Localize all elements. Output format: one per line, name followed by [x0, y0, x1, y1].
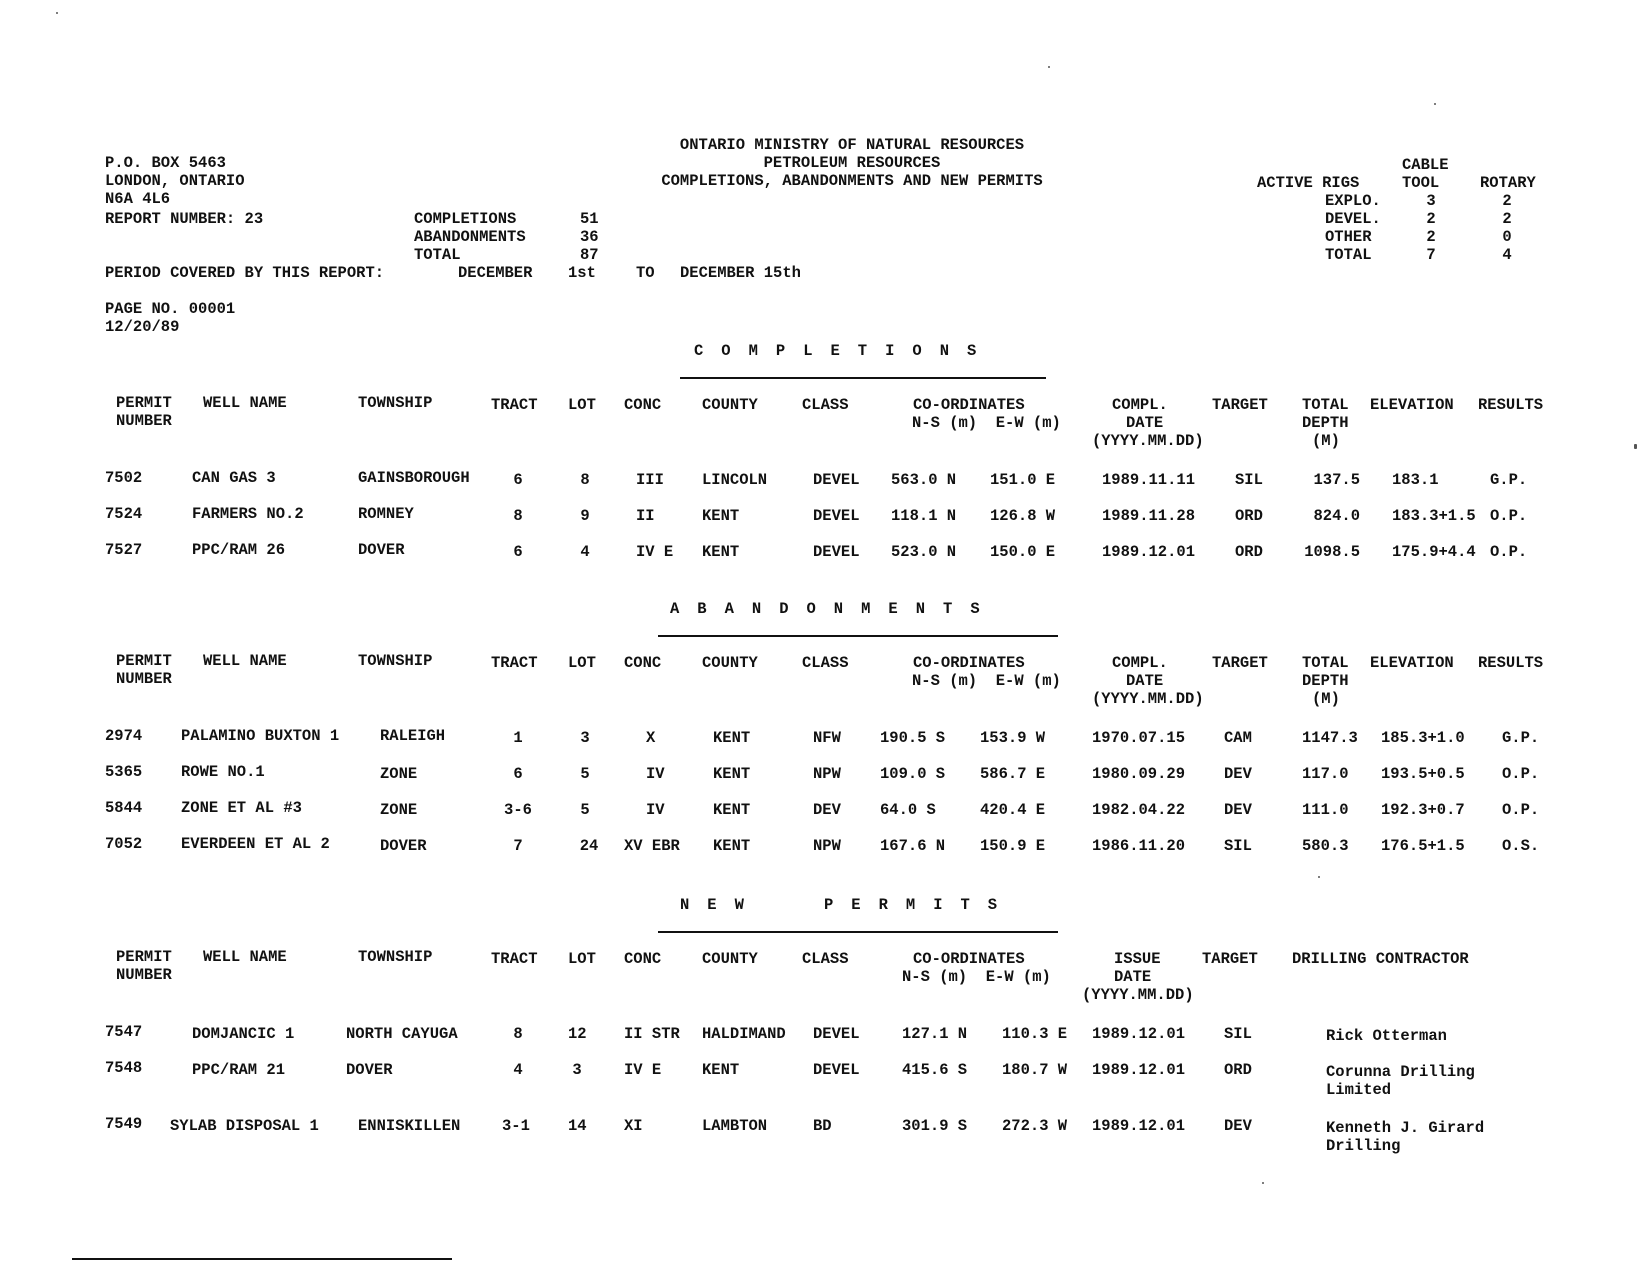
col-county: COUNTY: [702, 654, 758, 672]
cell-permit: 7052: [105, 835, 143, 853]
cell-lot: 8: [580, 471, 590, 489]
rigs-tool-header: TOOL: [1402, 174, 1440, 192]
cell-township: DOVER: [358, 541, 405, 559]
cell-elevation: 183.1: [1392, 471, 1439, 489]
period-from-day: 1st: [568, 264, 596, 282]
cell-tract: 6: [513, 765, 523, 783]
cell-lot: 9: [580, 507, 590, 525]
cell-depth: 824.0: [1313, 507, 1360, 525]
col-permit: PERMIT: [116, 948, 172, 966]
cell-conc: IV: [646, 801, 665, 819]
rigs-row-rotary: 0: [1502, 228, 1512, 246]
col-lot: LOT: [568, 950, 596, 968]
cell-target: ORD: [1224, 1061, 1252, 1079]
count-value-abandonments: 36: [580, 228, 599, 246]
cell-lot: 4: [580, 543, 590, 561]
cell-date: 1989.11.28: [1102, 507, 1196, 525]
rigs-row-cable: 2: [1426, 228, 1436, 246]
col-results: RESULTS: [1478, 654, 1544, 672]
col-drilling-contractor: DRILLING CONTRACTOR: [1292, 950, 1469, 968]
cell-ew: 150.0 E: [990, 543, 1056, 561]
cell-well-name: FARMERS NO.2: [192, 505, 304, 523]
cell-target: DEV: [1224, 765, 1252, 783]
cell-ns: 523.0 N: [891, 543, 957, 561]
period-from-month: DECEMBER: [458, 264, 533, 282]
cell-lot: 14: [568, 1117, 587, 1135]
scan-speck: [56, 12, 58, 14]
col-well-name: WELL NAME: [203, 394, 287, 412]
cell-ew: 586.7 E: [980, 765, 1046, 783]
cell-permit: 7547: [105, 1023, 143, 1041]
report-number: REPORT NUMBER: 23: [105, 210, 264, 228]
address-line-3: N6A 4L6: [105, 190, 171, 208]
cell-ns: 563.0 N: [891, 471, 957, 489]
cell-county: LAMBTON: [702, 1117, 768, 1135]
col-conc: CONC: [624, 654, 662, 672]
cell-well-name: EVERDEEN ET AL 2: [181, 835, 330, 853]
cell-tract: 6: [513, 471, 523, 489]
completions-title: COMPLETIONS: [694, 342, 995, 360]
col-tract: TRACT: [491, 950, 538, 968]
cell-permit: 7549: [105, 1115, 143, 1133]
cell-date: 1989.11.11: [1102, 471, 1196, 489]
col-coordinates-units: N-S (m) E-W (m): [902, 968, 1051, 986]
cell-ns: 118.1 N: [891, 507, 957, 525]
cell-county: KENT: [713, 765, 751, 783]
cell-elevation: 192.3+0.7: [1381, 801, 1465, 819]
scan-speck: [1318, 876, 1320, 878]
rigs-row-rotary: 2: [1502, 192, 1512, 210]
address-line-2: LONDON, ONTARIO: [105, 172, 245, 190]
cell-date: 1989.12.01: [1092, 1025, 1186, 1043]
col-target: TARGET: [1212, 396, 1268, 414]
cell-results: G.P.: [1502, 729, 1540, 747]
cell-township: NORTH CAYUGA: [346, 1025, 458, 1043]
col-target: TARGET: [1202, 950, 1258, 968]
cell-township: DOVER: [380, 837, 427, 855]
rigs-rotary-header: ROTARY: [1480, 174, 1536, 192]
new-permits-title-permits: PERMITS: [824, 896, 1016, 914]
cell-tract: 7: [513, 837, 523, 855]
col-conc: CONC: [624, 396, 662, 414]
cell-township: ZONE: [380, 801, 418, 819]
col-coordinates: CO-ORDINATES: [913, 654, 1025, 672]
rigs-row-label: OTHER: [1325, 228, 1372, 246]
cell-well-name: ZONE ET AL #3: [181, 799, 302, 817]
cell-township: ZONE: [380, 765, 418, 783]
cell-township: ROMNEY: [358, 505, 414, 523]
col-class: CLASS: [802, 950, 849, 968]
cell-target: ORD: [1235, 507, 1263, 525]
cell-results: O.P.: [1490, 507, 1528, 525]
cell-contractor: Kenneth J. Girard: [1326, 1119, 1485, 1137]
col-township: TOWNSHIP: [358, 394, 433, 412]
cell-class: BD: [813, 1117, 832, 1135]
col-elevation: ELEVATION: [1370, 654, 1454, 672]
col-date-format: (YYYY.MM.DD): [1082, 986, 1194, 1004]
cell-lot: 24: [579, 837, 599, 855]
cell-township: ENNISKILLEN: [358, 1117, 461, 1135]
scan-speck: [1434, 103, 1436, 105]
cell-target: ORD: [1235, 543, 1263, 561]
cell-elevation: 183.3+1.5: [1392, 507, 1476, 525]
cell-depth: 117.0: [1302, 765, 1349, 783]
cell-conc: XV EBR: [624, 837, 680, 855]
col-number: NUMBER: [116, 412, 172, 430]
new-permits-title-underline: [658, 931, 1058, 933]
col-elevation: ELEVATION: [1370, 396, 1454, 414]
cell-ns: 64.0 S: [880, 801, 936, 819]
col-issue: ISSUE: [1114, 950, 1161, 968]
col-date-format: (YYYY.MM.DD): [1092, 690, 1204, 708]
rigs-title: ACTIVE RIGS: [1257, 174, 1360, 192]
col-date-format: (YYYY.MM.DD): [1092, 432, 1204, 450]
scan-speck: [1262, 1182, 1264, 1184]
col-permit: PERMIT: [116, 394, 172, 412]
cell-ew: 272.3 W: [1002, 1117, 1068, 1135]
cell-county: KENT: [713, 801, 751, 819]
col-tract: TRACT: [491, 654, 538, 672]
cell-class: NPW: [813, 837, 841, 855]
period-to-date: DECEMBER 15th: [680, 264, 801, 282]
cell-contractor: Rick Otterman: [1326, 1027, 1447, 1045]
cell-tract: 6: [513, 543, 523, 561]
cell-class: DEVEL: [813, 1025, 860, 1043]
cell-ew: 180.7 W: [1002, 1061, 1068, 1079]
cell-ns: 127.1 N: [902, 1025, 968, 1043]
cell-class: NFW: [813, 729, 841, 747]
cell-conc: III: [636, 471, 664, 489]
cell-class: DEVEL: [813, 471, 860, 489]
col-number: NUMBER: [116, 670, 172, 688]
col-conc: CONC: [624, 950, 662, 968]
cell-well-name: DOMJANCIC 1: [192, 1025, 295, 1043]
cell-class: DEVEL: [813, 543, 860, 561]
rigs-row-label: TOTAL: [1325, 246, 1372, 264]
cell-well-name: PPC/RAM 21: [192, 1061, 286, 1079]
cell-permit: 5844: [105, 799, 143, 817]
cell-ew: 151.0 E: [990, 471, 1056, 489]
cell-class: DEVEL: [813, 1061, 860, 1079]
cell-county: HALDIMAND: [702, 1025, 786, 1043]
cell-permit: 7502: [105, 469, 143, 487]
cell-township: DOVER: [346, 1061, 393, 1079]
cell-target: DEV: [1224, 801, 1252, 819]
cell-results: O.P.: [1502, 765, 1540, 783]
count-value-total: 87: [580, 246, 599, 264]
cell-tract: 1: [513, 729, 523, 747]
cell-date: 1980.09.29: [1092, 765, 1186, 783]
cell-depth: 580.3: [1302, 837, 1349, 855]
cell-target: SIL: [1235, 471, 1263, 489]
col-permit: PERMIT: [116, 652, 172, 670]
col-coordinates-units: N-S (m) E-W (m): [912, 414, 1061, 432]
col-well-name: WELL NAME: [203, 652, 287, 670]
cell-elevation: 193.5+0.5: [1381, 765, 1465, 783]
cell-ew: 150.9 E: [980, 837, 1046, 855]
cell-permit: 7548: [105, 1059, 143, 1077]
col-date: DATE: [1114, 968, 1152, 986]
cell-target: SIL: [1224, 1025, 1252, 1043]
cell-tract: 8: [513, 507, 523, 525]
col-class: CLASS: [802, 396, 849, 414]
period-label: PERIOD COVERED BY THIS REPORT:: [105, 264, 385, 282]
rigs-row-rotary: 2: [1502, 210, 1512, 228]
col-total: TOTAL: [1302, 654, 1349, 672]
bottom-edge-line: [72, 1258, 452, 1260]
col-county: COUNTY: [702, 396, 758, 414]
cell-contractor-line-2: Drilling: [1326, 1137, 1401, 1155]
rigs-row-cable: 7: [1426, 246, 1436, 264]
cell-permit: 7527: [105, 541, 143, 559]
col-compl: COMPL.: [1112, 654, 1168, 672]
cell-date: 1970.07.15: [1092, 729, 1186, 747]
cell-lot: 5: [580, 765, 590, 783]
col-tract: TRACT: [491, 396, 538, 414]
cell-lot: 5: [580, 801, 590, 819]
period-to: TO: [636, 264, 655, 282]
cell-depth: 1147.3: [1302, 729, 1358, 747]
cell-lot: 3: [572, 1061, 582, 1079]
count-label-total: TOTAL: [414, 246, 461, 264]
cell-depth: 1098.5: [1304, 543, 1360, 561]
cell-conc: IV E: [624, 1061, 662, 1079]
cell-date: 1986.11.20: [1092, 837, 1186, 855]
rigs-row-cable: 2: [1426, 210, 1436, 228]
col-class: CLASS: [802, 654, 849, 672]
report-date: 12/20/89: [105, 318, 180, 336]
cell-county: KENT: [713, 729, 751, 747]
abandonments-title: ABANDONMENTS: [670, 600, 998, 618]
rigs-cable-header: CABLE: [1402, 156, 1449, 174]
col-target: TARGET: [1212, 654, 1268, 672]
cell-date: 1989.12.01: [1102, 543, 1196, 561]
ministry-name: ONTARIO MINISTRY OF NATURAL RESOURCES: [679, 136, 1025, 154]
col-total: TOTAL: [1302, 396, 1349, 414]
cell-county: KENT: [702, 507, 740, 525]
rigs-row-label: DEVEL.: [1325, 210, 1381, 228]
cell-township: RALEIGH: [380, 727, 446, 745]
cell-conc: II STR: [624, 1025, 680, 1043]
cell-date: 1982.04.22: [1092, 801, 1186, 819]
cell-depth: 111.0: [1302, 801, 1349, 819]
cell-elevation: 185.3+1.0: [1381, 729, 1465, 747]
col-township: TOWNSHIP: [358, 652, 433, 670]
cell-results: O.S.: [1502, 837, 1540, 855]
cell-tract: 8: [513, 1025, 523, 1043]
cell-elevation: 176.5+1.5: [1381, 837, 1465, 855]
page-number: PAGE NO. 00001: [105, 300, 236, 318]
col-results: RESULTS: [1478, 396, 1544, 414]
count-value-completions: 51: [580, 210, 599, 228]
col-township: TOWNSHIP: [358, 948, 433, 966]
cell-ns: 301.9 S: [902, 1117, 968, 1135]
col-coordinates: CO-ORDINATES: [913, 396, 1025, 414]
cell-permit: 2974: [105, 727, 143, 745]
scan-speck: [1634, 444, 1637, 449]
cell-well-name: CAN GAS 3: [192, 469, 276, 487]
address-line-1: P.O. BOX 5463: [105, 154, 226, 172]
cell-county: KENT: [713, 837, 751, 855]
cell-conc: XI: [624, 1117, 643, 1135]
completions-title-underline: [680, 377, 1046, 379]
cell-permit: 5365: [105, 763, 143, 781]
cell-results: O.P.: [1490, 543, 1528, 561]
cell-ns: 109.0 S: [880, 765, 946, 783]
cell-date: 1989.12.01: [1092, 1061, 1186, 1079]
new-permits-title-new: NEW: [680, 896, 762, 914]
cell-well-name: ROWE NO.1: [181, 763, 265, 781]
count-label-abandonments: ABANDONMENTS: [414, 228, 526, 246]
cell-class: NPW: [813, 765, 841, 783]
count-label-completions: COMPLETIONS: [414, 210, 517, 228]
col-coordinates-units: N-S (m) E-W (m): [912, 672, 1061, 690]
department-name: PETROLEUM RESOURCES: [763, 154, 941, 172]
col-date: DATE: [1126, 414, 1164, 432]
col-coordinates: CO-ORDINATES: [913, 950, 1025, 968]
cell-ew: 153.9 W: [980, 729, 1046, 747]
cell-ns: 167.6 N: [880, 837, 946, 855]
cell-lot: 3: [580, 729, 590, 747]
col-lot: LOT: [568, 654, 596, 672]
cell-tract: 3-6: [504, 801, 532, 819]
rigs-row-label: EXPLO.: [1325, 192, 1381, 210]
cell-conc: IV E: [636, 543, 674, 561]
cell-ns: 190.5 S: [880, 729, 946, 747]
cell-contractor-line-2: Limited: [1326, 1081, 1392, 1099]
report-title: COMPLETIONS, ABANDONMENTS AND NEW PERMITS: [661, 172, 1043, 190]
cell-ew: 126.8 W: [990, 507, 1056, 525]
col-date: DATE: [1126, 672, 1164, 690]
scan-speck: [1048, 66, 1050, 68]
cell-tract: 4: [513, 1061, 523, 1079]
col-depth: DEPTH: [1302, 414, 1349, 432]
cell-ew: 420.4 E: [980, 801, 1046, 819]
cell-well-name: PALAMINO BUXTON 1: [181, 727, 340, 745]
rigs-row-rotary: 4: [1502, 246, 1512, 264]
cell-depth: 137.5: [1313, 471, 1360, 489]
col-depth-unit: (M): [1312, 432, 1340, 450]
cell-conc: X: [646, 729, 656, 747]
cell-results: O.P.: [1502, 801, 1540, 819]
cell-conc: II: [636, 507, 655, 525]
cell-ew: 110.3 E: [1002, 1025, 1068, 1043]
cell-county: LINCOLN: [702, 471, 768, 489]
cell-conc: IV: [646, 765, 665, 783]
cell-ns: 415.6 S: [902, 1061, 968, 1079]
cell-permit: 7524: [105, 505, 143, 523]
rigs-row-cable: 3: [1426, 192, 1436, 210]
cell-target: CAM: [1224, 729, 1252, 747]
cell-well-name: PPC/RAM 26: [192, 541, 286, 559]
cell-township: GAINSBOROUGH: [358, 469, 470, 487]
cell-class: DEV: [813, 801, 841, 819]
abandonments-title-underline: [658, 635, 1058, 637]
cell-county: KENT: [702, 1061, 740, 1079]
cell-contractor: Corunna Drilling: [1326, 1063, 1475, 1081]
cell-well-name: SYLAB DISPOSAL 1: [170, 1117, 319, 1135]
cell-target: SIL: [1224, 837, 1252, 855]
cell-tract: 3-1: [502, 1117, 530, 1135]
col-number: NUMBER: [116, 966, 172, 984]
col-depth: DEPTH: [1302, 672, 1349, 690]
col-lot: LOT: [568, 396, 596, 414]
col-compl: COMPL.: [1112, 396, 1168, 414]
col-well-name: WELL NAME: [203, 948, 287, 966]
cell-class: DEVEL: [813, 507, 860, 525]
cell-lot: 12: [568, 1025, 587, 1043]
cell-results: G.P.: [1490, 471, 1528, 489]
cell-county: KENT: [702, 543, 740, 561]
cell-elevation: 175.9+4.4: [1392, 543, 1476, 561]
cell-target: DEV: [1224, 1117, 1252, 1135]
cell-date: 1989.12.01: [1092, 1117, 1186, 1135]
col-depth-unit: (M): [1312, 690, 1340, 708]
col-county: COUNTY: [702, 950, 758, 968]
